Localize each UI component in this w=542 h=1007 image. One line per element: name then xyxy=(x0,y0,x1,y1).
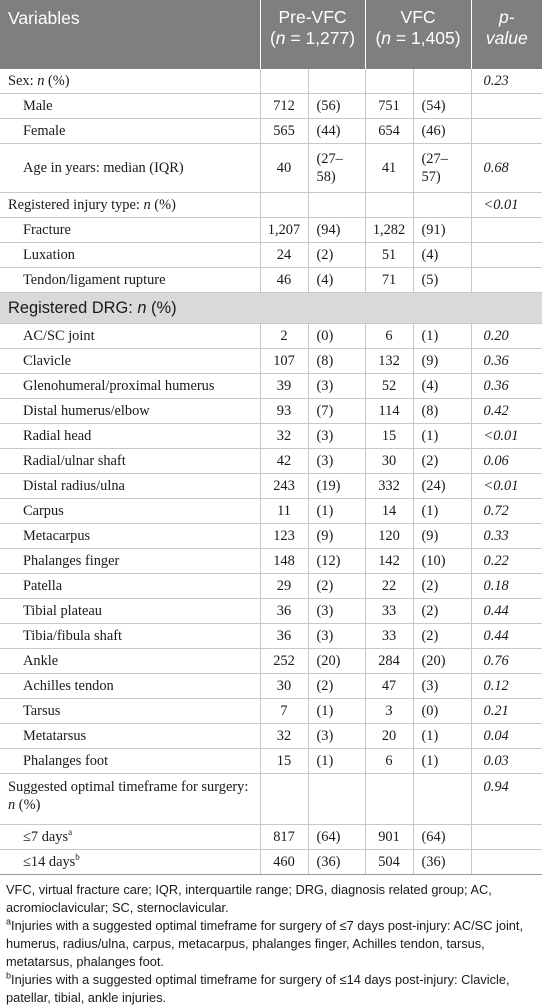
p-value xyxy=(471,850,542,875)
group-label xyxy=(0,69,260,94)
row-label xyxy=(0,850,260,875)
p-value: 0.21 xyxy=(471,699,542,724)
table-row xyxy=(0,649,542,674)
table-row xyxy=(0,144,542,193)
header-p-value xyxy=(471,0,542,69)
pre-vfc-percent: (44) xyxy=(308,119,365,144)
pre-vfc-percent: (3) xyxy=(308,374,365,399)
pre-vfc-count: 46 xyxy=(260,268,308,293)
pre-vfc-percent: (20) xyxy=(308,649,365,674)
empty-cell xyxy=(413,193,471,218)
vfc-count: 142 xyxy=(365,549,413,574)
pre-vfc-count: 11 xyxy=(260,499,308,524)
row-label: Tibia/fibula shaft xyxy=(0,624,260,649)
p-value: 0.68 xyxy=(471,144,542,193)
row-label: Male xyxy=(0,94,260,119)
table-row xyxy=(0,825,542,850)
pre-vfc-percent: (3) xyxy=(308,624,365,649)
pre-vfc-percent: (9) xyxy=(308,524,365,549)
pre-vfc-count: 36 xyxy=(260,599,308,624)
vfc-percent: (46) xyxy=(413,119,471,144)
table-row xyxy=(0,474,542,499)
vfc-percent: (10) xyxy=(413,549,471,574)
vfc-count: 22 xyxy=(365,574,413,599)
table-row xyxy=(0,449,542,474)
pre-vfc-percent: (3) xyxy=(308,724,365,749)
p-value: <0.01 xyxy=(471,474,542,499)
pre-vfc-percent: (2) xyxy=(308,574,365,599)
p-value xyxy=(471,94,542,119)
table-row xyxy=(0,624,542,649)
pre-vfc-percent: (2) xyxy=(308,243,365,268)
header-p-value-line2: value xyxy=(485,28,528,48)
vfc-count: 33 xyxy=(365,624,413,649)
footnote-b xyxy=(6,971,540,1007)
pre-vfc-count: 1,207 xyxy=(260,218,308,243)
empty-cell xyxy=(365,774,413,825)
table-row xyxy=(0,699,542,724)
header-vfc-n-suffix: = 1,405) xyxy=(391,28,461,48)
footnote-marker: a xyxy=(68,827,73,838)
vfc-count: 901 xyxy=(365,825,413,850)
pre-vfc-percent: (3) xyxy=(308,449,365,474)
vfc-count: 33 xyxy=(365,599,413,624)
table-row xyxy=(0,774,542,825)
vfc-count: 6 xyxy=(365,324,413,349)
vfc-percent: (1) xyxy=(413,724,471,749)
p-value: <0.01 xyxy=(471,424,542,449)
footnote-a xyxy=(6,917,540,971)
p-value: 0.20 xyxy=(471,324,542,349)
empty-cell xyxy=(260,774,308,825)
group-label-n: n xyxy=(137,299,147,317)
row-label: Radial/ulnar shaft xyxy=(0,449,260,474)
pre-vfc-percent: (12) xyxy=(308,549,365,574)
table-body xyxy=(0,69,542,875)
vfc-percent: (24) xyxy=(413,474,471,499)
vfc-percent: (27–57) xyxy=(413,144,471,193)
header-pre-vfc-label: Pre-VFC xyxy=(278,7,347,27)
pre-vfc-percent: (2) xyxy=(308,674,365,699)
vfc-count: 71 xyxy=(365,268,413,293)
row-label: Phalanges finger xyxy=(0,549,260,574)
footnote-a-marker: a xyxy=(6,916,12,927)
header-pre-vfc-n-prefix: ( xyxy=(269,28,276,48)
table-row xyxy=(0,674,542,699)
vfc-count: 120 xyxy=(365,524,413,549)
vfc-percent: (1) xyxy=(413,424,471,449)
group-label-post: (%) xyxy=(15,797,41,813)
pre-vfc-percent: (27–58) xyxy=(308,144,365,193)
vfc-percent: (5) xyxy=(413,268,471,293)
pre-vfc-count: 93 xyxy=(260,399,308,424)
p-value xyxy=(471,825,542,850)
vfc-count: 14 xyxy=(365,499,413,524)
row-label: Tendon/ligament rupture xyxy=(0,268,260,293)
row-label-text: ≤14 days xyxy=(23,854,76,870)
pre-vfc-percent: (36) xyxy=(308,850,365,875)
vfc-count: 3 xyxy=(365,699,413,724)
section-row xyxy=(0,293,542,324)
table-row xyxy=(0,574,542,599)
vfc-count: 52 xyxy=(365,374,413,399)
pre-vfc-percent: (19) xyxy=(308,474,365,499)
group-label-n: n xyxy=(8,797,16,813)
p-value: 0.42 xyxy=(471,399,542,424)
pre-vfc-count: 148 xyxy=(260,549,308,574)
table-row xyxy=(0,724,542,749)
footnote-a-text: Injuries with a suggested optimal timeframe for surgery of ≤7 days post-injury: AC/SC joint, humerus, radius/ulna, carpus, metacarpus, phalanges finger, Achilles tendon, tarsus, metatarsus, phalanges foot. xyxy=(6,918,524,969)
pre-vfc-percent: (3) xyxy=(308,599,365,624)
table-row xyxy=(0,218,542,243)
row-label: Radial head xyxy=(0,424,260,449)
pre-vfc-percent: (1) xyxy=(308,499,365,524)
vfc-percent: (1) xyxy=(413,324,471,349)
vfc-count: 20 xyxy=(365,724,413,749)
header-row xyxy=(0,0,542,69)
table-row xyxy=(0,349,542,374)
row-label xyxy=(0,825,260,850)
p-value: 0.04 xyxy=(471,724,542,749)
pre-vfc-count: 817 xyxy=(260,825,308,850)
vfc-count: 132 xyxy=(365,349,413,374)
vfc-count: 41 xyxy=(365,144,413,193)
vfc-percent: (2) xyxy=(413,624,471,649)
pre-vfc-count: 252 xyxy=(260,649,308,674)
pre-vfc-count: 2 xyxy=(260,324,308,349)
p-value xyxy=(471,119,542,144)
table-row xyxy=(0,850,542,875)
p-value: 0.03 xyxy=(471,749,542,774)
pre-vfc-count: 712 xyxy=(260,94,308,119)
vfc-percent: (2) xyxy=(413,449,471,474)
p-value xyxy=(471,268,542,293)
row-label: AC/SC joint xyxy=(0,324,260,349)
row-label: Patella xyxy=(0,574,260,599)
pre-vfc-count: 460 xyxy=(260,850,308,875)
table-row xyxy=(0,243,542,268)
table-row xyxy=(0,424,542,449)
pre-vfc-count: 243 xyxy=(260,474,308,499)
table-footnotes xyxy=(6,881,540,1007)
header-vfc-label: VFC xyxy=(400,7,436,27)
header-pre-vfc-n-italic: n xyxy=(275,28,286,48)
vfc-count: 284 xyxy=(365,649,413,674)
row-label: Achilles tendon xyxy=(0,674,260,699)
vfc-count: 6 xyxy=(365,749,413,774)
pre-vfc-count: 565 xyxy=(260,119,308,144)
group-label-n: n xyxy=(143,197,151,213)
pre-vfc-percent: (0) xyxy=(308,324,365,349)
p-value: 0.33 xyxy=(471,524,542,549)
vfc-count: 15 xyxy=(365,424,413,449)
pre-vfc-percent: (1) xyxy=(308,699,365,724)
vfc-count: 654 xyxy=(365,119,413,144)
empty-cell xyxy=(308,69,365,94)
pre-vfc-percent: (56) xyxy=(308,94,365,119)
empty-cell xyxy=(365,193,413,218)
vfc-count: 47 xyxy=(365,674,413,699)
p-value: <0.01 xyxy=(471,193,542,218)
header-p-value-line1: p- xyxy=(499,7,515,27)
vfc-percent: (1) xyxy=(413,499,471,524)
row-label: Distal humerus/elbow xyxy=(0,399,260,424)
footnote-marker: b xyxy=(75,852,80,863)
row-label: Phalanges foot xyxy=(0,749,260,774)
group-label-n: n xyxy=(37,73,45,89)
pre-vfc-count: 7 xyxy=(260,699,308,724)
table-row xyxy=(0,374,542,399)
group-label-post: (%) xyxy=(150,197,176,213)
row-label: Tarsus xyxy=(0,699,260,724)
vfc-percent: (36) xyxy=(413,850,471,875)
group-label-pre: Sex: xyxy=(8,73,38,89)
vfc-count: 1,282 xyxy=(365,218,413,243)
table-row xyxy=(0,599,542,624)
pre-vfc-count: 107 xyxy=(260,349,308,374)
row-label: Distal radius/ulna xyxy=(0,474,260,499)
p-value: 0.12 xyxy=(471,674,542,699)
table-row xyxy=(0,499,542,524)
group-label xyxy=(0,774,260,825)
empty-cell xyxy=(260,193,308,218)
vfc-percent: (2) xyxy=(413,599,471,624)
empty-cell xyxy=(260,69,308,94)
table-row xyxy=(0,268,542,293)
vfc-percent: (9) xyxy=(413,524,471,549)
pre-vfc-count: 32 xyxy=(260,724,308,749)
pre-vfc-count: 36 xyxy=(260,624,308,649)
group-label-pre: Registered DRG: xyxy=(8,299,138,317)
vfc-count: 114 xyxy=(365,399,413,424)
header-variables: Variables xyxy=(0,0,260,69)
vfc-count: 51 xyxy=(365,243,413,268)
vfc-percent: (54) xyxy=(413,94,471,119)
p-value: 0.72 xyxy=(471,499,542,524)
group-label-pre: Registered injury type: xyxy=(8,197,144,213)
vfc-count: 751 xyxy=(365,94,413,119)
vfc-percent: (4) xyxy=(413,243,471,268)
footnote-abbreviations: VFC, virtual fracture care; IQR, interquartile range; DRG, diagnosis related group; AC, acromioclavicular; SC, sternoclavicular. xyxy=(6,882,492,915)
row-label: Fracture xyxy=(0,218,260,243)
p-value: 0.23 xyxy=(471,69,542,94)
table-row xyxy=(0,749,542,774)
p-value: 0.36 xyxy=(471,349,542,374)
pre-vfc-count: 123 xyxy=(260,524,308,549)
footnote-b-marker: b xyxy=(6,970,12,981)
table-row xyxy=(0,193,542,218)
pre-vfc-count: 29 xyxy=(260,574,308,599)
header-pre-vfc-n-suffix: = 1,277) xyxy=(285,28,356,48)
vfc-percent: (2) xyxy=(413,574,471,599)
p-value: 0.76 xyxy=(471,649,542,674)
vfc-percent: (1) xyxy=(413,749,471,774)
vfc-percent: (9) xyxy=(413,349,471,374)
header-vfc-n-italic: n xyxy=(381,28,392,48)
pre-vfc-percent: (94) xyxy=(308,218,365,243)
p-value: 0.44 xyxy=(471,599,542,624)
vfc-percent: (20) xyxy=(413,649,471,674)
row-label: Metacarpus xyxy=(0,524,260,549)
pre-vfc-count: 24 xyxy=(260,243,308,268)
empty-cell xyxy=(308,774,365,825)
vfc-percent: (64) xyxy=(413,825,471,850)
table-row xyxy=(0,524,542,549)
row-label: Clavicle xyxy=(0,349,260,374)
row-label: Luxation xyxy=(0,243,260,268)
empty-cell xyxy=(413,774,471,825)
group-label xyxy=(0,193,260,218)
pre-vfc-count: 42 xyxy=(260,449,308,474)
empty-cell xyxy=(365,69,413,94)
header-vfc xyxy=(365,0,471,69)
table-row xyxy=(0,94,542,119)
table-row xyxy=(0,324,542,349)
table-row xyxy=(0,69,542,94)
row-label: Ankle xyxy=(0,649,260,674)
group-label-pre: Suggested optimal timeframe for surgery: xyxy=(8,779,249,795)
pre-vfc-percent: (4) xyxy=(308,268,365,293)
vfc-percent: (4) xyxy=(413,374,471,399)
row-label-text: ≤7 days xyxy=(23,829,69,845)
row-label: Glenohumeral/proximal humerus xyxy=(0,374,260,399)
footnote-b-text: Injuries with a suggested optimal timeframe for surgery of ≤14 days post-injury: Clavicle, patellar, tibial, ankle injuries. xyxy=(6,972,510,1005)
pre-vfc-percent: (3) xyxy=(308,424,365,449)
vfc-percent: (91) xyxy=(413,218,471,243)
vfc-count: 30 xyxy=(365,449,413,474)
empty-cell xyxy=(413,69,471,94)
pre-vfc-count: 39 xyxy=(260,374,308,399)
p-value xyxy=(471,218,542,243)
row-label: Female xyxy=(0,119,260,144)
pre-vfc-percent: (7) xyxy=(308,399,365,424)
header-vfc-n-prefix: ( xyxy=(375,28,382,48)
pre-vfc-count: 32 xyxy=(260,424,308,449)
p-value xyxy=(471,243,542,268)
vfc-percent: (8) xyxy=(413,399,471,424)
header-pre-vfc xyxy=(260,0,365,69)
pre-vfc-count: 40 xyxy=(260,144,308,193)
p-value: 0.94 xyxy=(471,774,542,825)
p-value: 0.18 xyxy=(471,574,542,599)
section-label xyxy=(0,293,542,324)
p-value: 0.06 xyxy=(471,449,542,474)
group-label-post: (%) xyxy=(146,299,177,317)
row-label: Age in years: median (IQR) xyxy=(0,144,260,193)
pre-vfc-count: 30 xyxy=(260,674,308,699)
pre-vfc-count: 15 xyxy=(260,749,308,774)
pre-vfc-percent: (64) xyxy=(308,825,365,850)
p-value: 0.36 xyxy=(471,374,542,399)
row-label: Metatarsus xyxy=(0,724,260,749)
group-label-post: (%) xyxy=(44,73,70,89)
p-value: 0.44 xyxy=(471,624,542,649)
vfc-percent: (0) xyxy=(413,699,471,724)
p-value: 0.22 xyxy=(471,549,542,574)
pre-vfc-percent: (8) xyxy=(308,349,365,374)
vfc-percent: (3) xyxy=(413,674,471,699)
table-row xyxy=(0,399,542,424)
vfc-count: 332 xyxy=(365,474,413,499)
row-label: Tibial plateau xyxy=(0,599,260,624)
table-row xyxy=(0,119,542,144)
table-row xyxy=(0,549,542,574)
vfc-count: 504 xyxy=(365,850,413,875)
row-label: Carpus xyxy=(0,499,260,524)
empty-cell xyxy=(308,193,365,218)
pre-vfc-percent: (1) xyxy=(308,749,365,774)
